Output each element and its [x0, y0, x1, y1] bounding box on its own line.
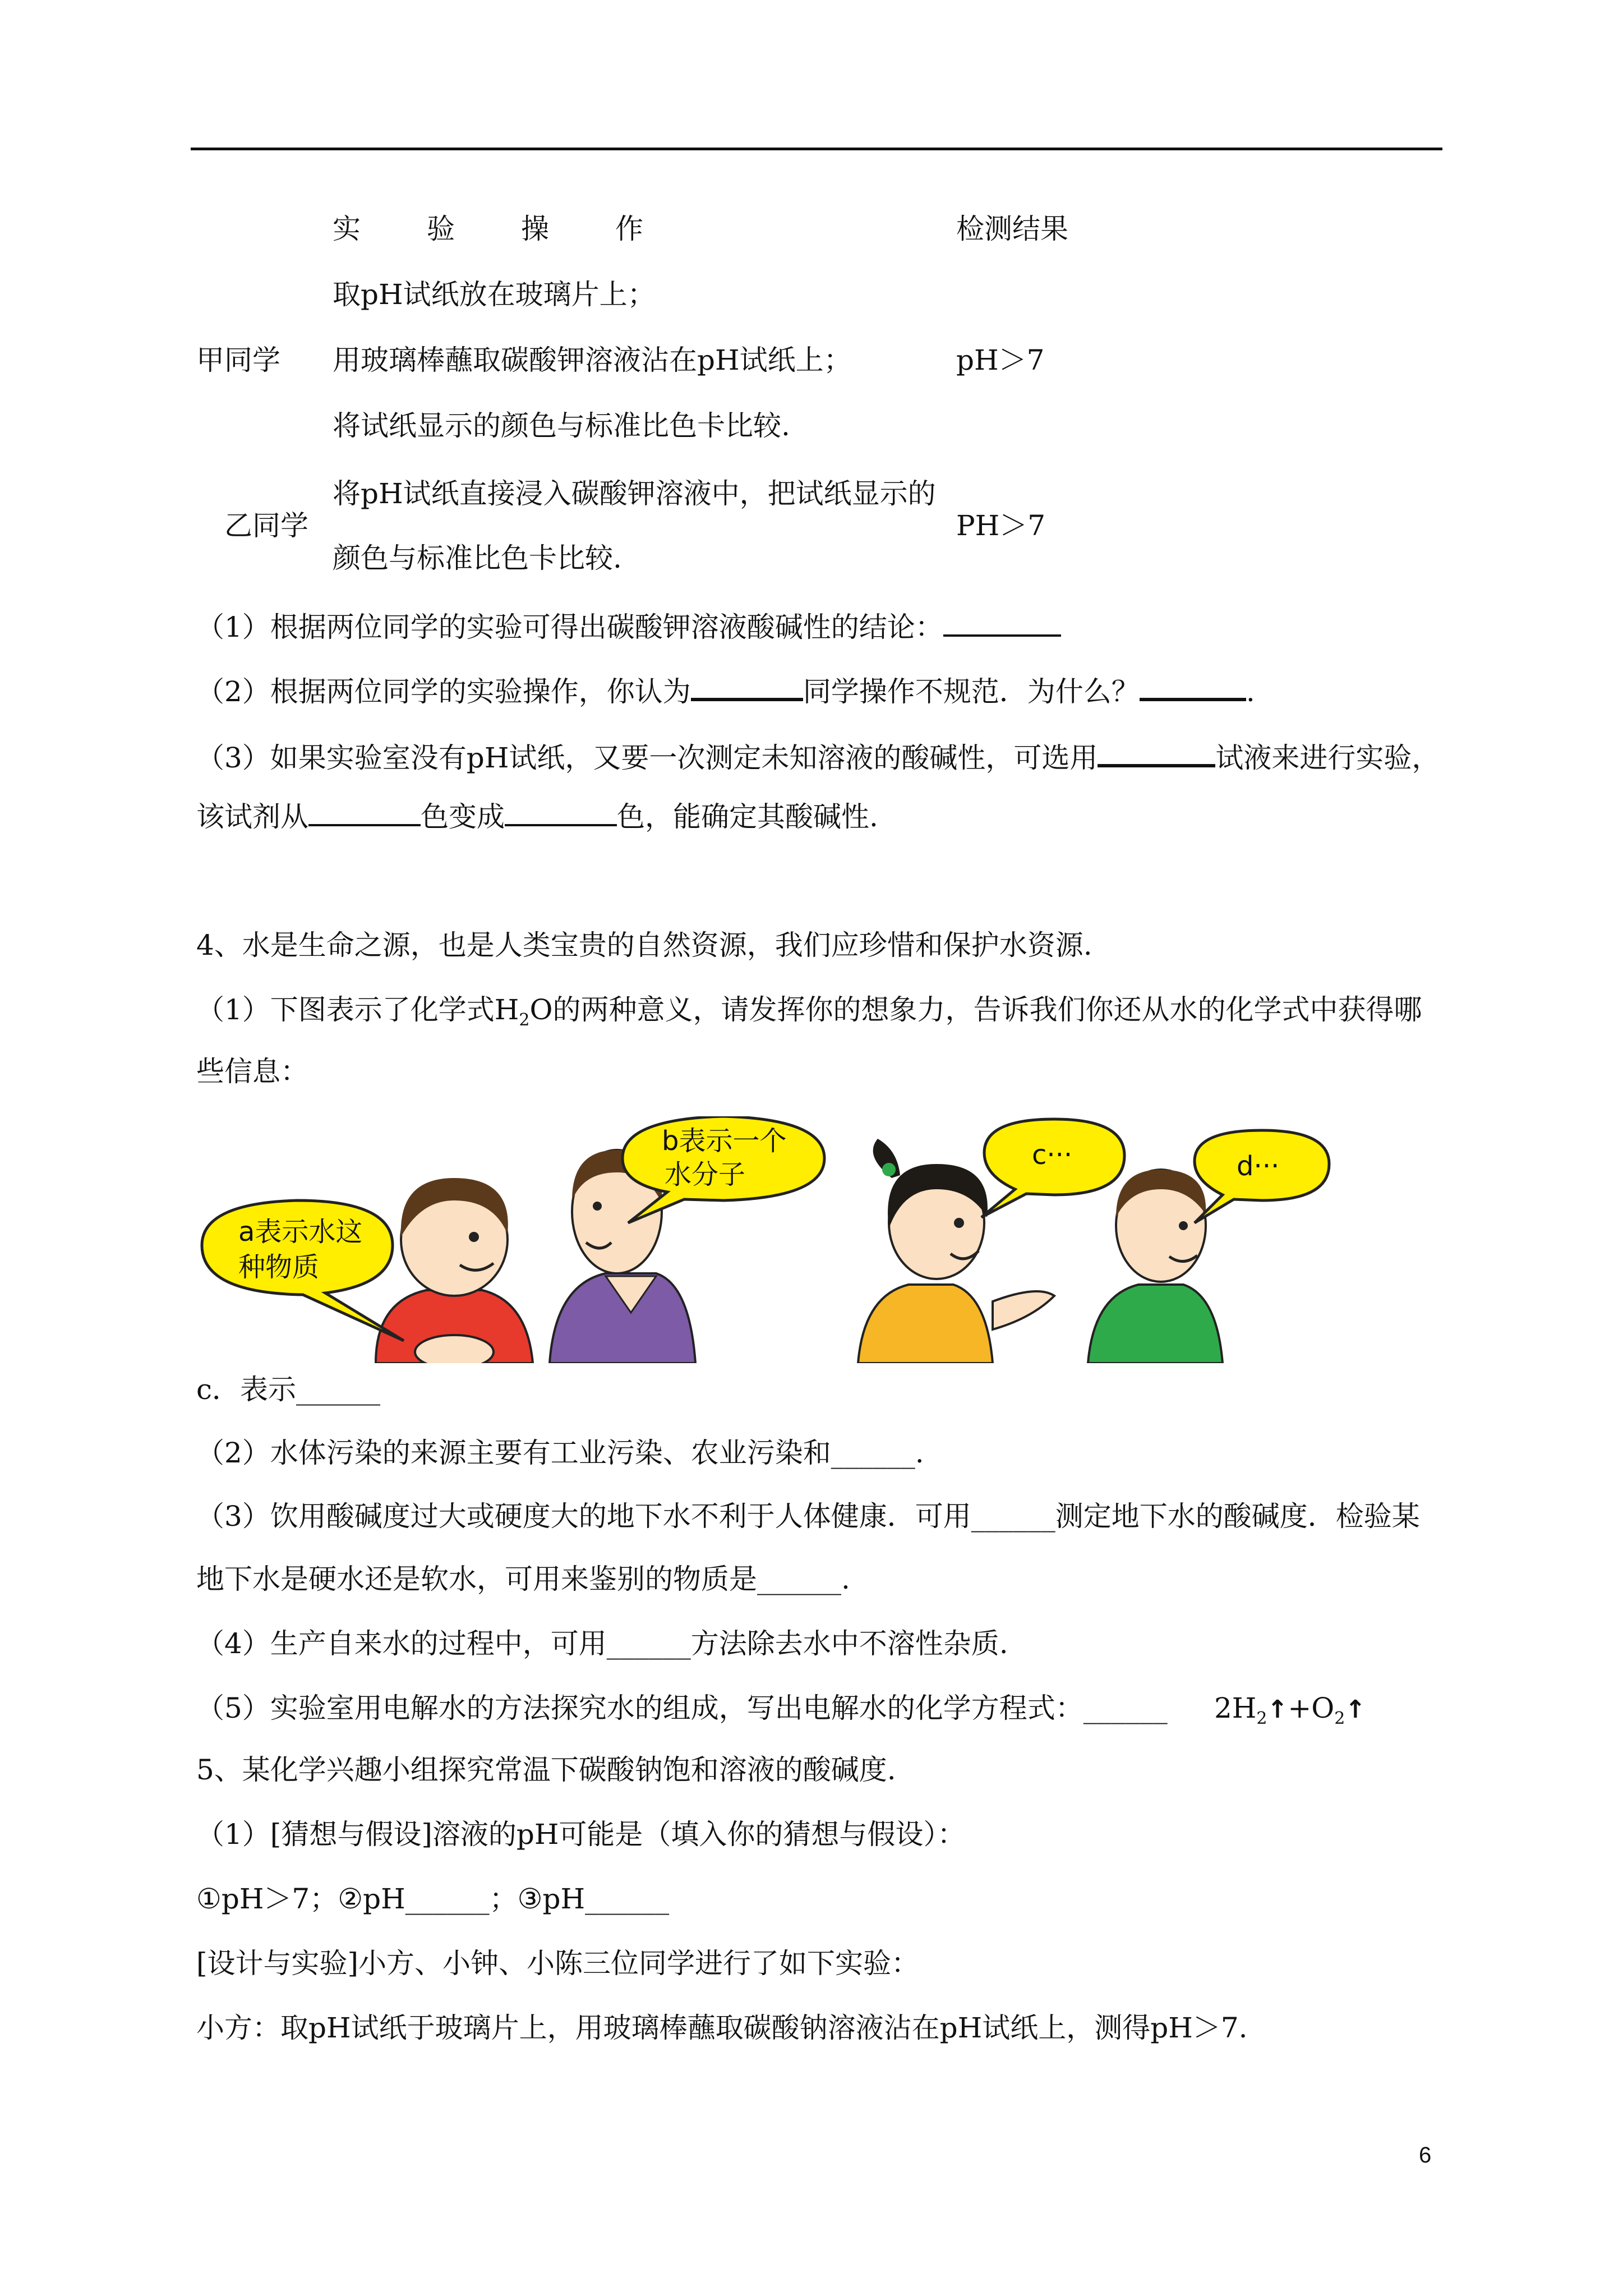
table-header-operation: 实验操作 — [333, 213, 709, 245]
bubble-b-line-2: 水分子 — [665, 1159, 746, 1190]
jia-step-2: 用玻璃棒蘸取碳酸钾溶液沾在pH试纸上； — [333, 344, 852, 376]
table-header-result: 检测结果 — [956, 213, 1068, 245]
q4-part-3: （3）饮用酸碱度过大或硬度大的地下水不利于人体健康．可用______测定地下水的酸碱度．检验某 — [196, 1500, 1420, 1533]
bubble-a — [202, 1200, 404, 1341]
answer-blank — [505, 799, 617, 826]
answer-blank — [691, 673, 803, 701]
child-d-figure — [1088, 1170, 1223, 1363]
q4-part-1-continued: 些信息： — [196, 1055, 308, 1088]
jia-step-1: 取pH试纸放在玻璃片上； — [333, 278, 656, 311]
bubble-c — [981, 1119, 1124, 1217]
q4-part-3-continued: 地下水是硬水还是软水，可用来鉴别的物质是______. — [196, 1563, 850, 1595]
yi-label: 乙同学 — [224, 509, 308, 542]
q4-part-2: （2）水体污染的来源主要有工业污染、农业污染和______. — [196, 1437, 924, 1469]
q3-part-1: （1）根据两位同学的实验可得出碳酸钾溶液酸碱性的结论： — [196, 610, 1061, 644]
q5-design: [设计与实验]小方、小钟、小陈三位同学进行了如下实验： — [196, 1947, 920, 1980]
child-a-figure — [376, 1178, 533, 1363]
bubble-b-line-1: b表示一个 — [662, 1125, 787, 1157]
yi-step-2: 颜色与标准比色卡比较. — [333, 542, 622, 574]
answer-blank — [1140, 673, 1246, 701]
q3-part-3: （3）如果实验室没有pH试纸，又要一次测定未知溶液的酸碱性，可选用 试液来进行实验， — [196, 739, 1440, 775]
q5-hypotheses: ①pH＞7；②pH______；③pH______ — [196, 1883, 670, 1915]
jia-label: 甲同学 — [196, 344, 280, 376]
q4-c-line: c．表示______ — [196, 1373, 381, 1406]
page-number: 6 — [1419, 2143, 1432, 2168]
answer-blank — [943, 610, 1061, 637]
q3-part-2: （2）根据两位同学的实验操作，你认为 同学操作不规范．为什么？ . — [196, 673, 1255, 708]
bubble-a-line-1: a表示水这 — [238, 1216, 363, 1248]
bubble-c-text: c··· — [1032, 1139, 1073, 1171]
q4-part-4: （4）生产自来水的过程中，可用______方法除去水中不溶性杂质. — [196, 1627, 1008, 1660]
electrolysis-equation: $2H_2↑+O_2↑$ — [1214, 1692, 1366, 1728]
q5-part-1: （1）[猜想与假设]溶液的pH可能是（填入你的猜想与假设）： — [196, 1818, 966, 1851]
jia-step-3: 将试纸显示的颜色与标准比色卡比较. — [333, 409, 790, 442]
water-formula-illustration — [191, 1116, 1424, 1363]
answer-blank — [1098, 739, 1215, 767]
bubble-d-text: d··· — [1237, 1151, 1280, 1182]
bubble-d — [1195, 1130, 1329, 1223]
gas-arrow-icon: ↑ — [1345, 1695, 1366, 1724]
bubble-b — [623, 1116, 824, 1223]
header-rule — [191, 148, 1442, 150]
q4-part-5: （5）实验室用电解水的方法探究水的组成，写出电解水的化学方程式：______ — [196, 1692, 1168, 1724]
yi-step-1: 将pH试纸直接浸入碳酸钾溶液中，把试纸显示的 — [333, 477, 936, 510]
q3-part-3-continued: 该试剂从 色变成 色，能确定其酸碱性. — [196, 800, 878, 833]
q5-xiaofang: 小方：取pH试纸于玻璃片上，用玻璃棒蘸取碳酸钠溶液沾在pH试纸上，测得pH＞7. — [196, 2012, 1248, 2044]
bubble-a-line-2: 种物质 — [238, 1251, 320, 1283]
answer-blank — [308, 799, 421, 826]
yi-result: PH＞7 — [956, 509, 1046, 542]
gas-arrow-icon: ↑ — [1267, 1695, 1288, 1724]
q4-intro: 4、水是生命之源，也是人类宝贵的自然资源，我们应珍惜和保护水资源. — [196, 929, 1092, 961]
q4-part-1: （1）下图表示了化学式$H_2O$的两种意义，请发挥你的想象力，告诉我们你还从水的化学式中获得哪 — [196, 993, 1422, 1030]
jia-result: pH＞7 — [956, 344, 1045, 376]
q5-intro: 5、某化学兴趣小组探究常温下碳酸钠饱和溶液的酸碱度. — [196, 1754, 896, 1786]
